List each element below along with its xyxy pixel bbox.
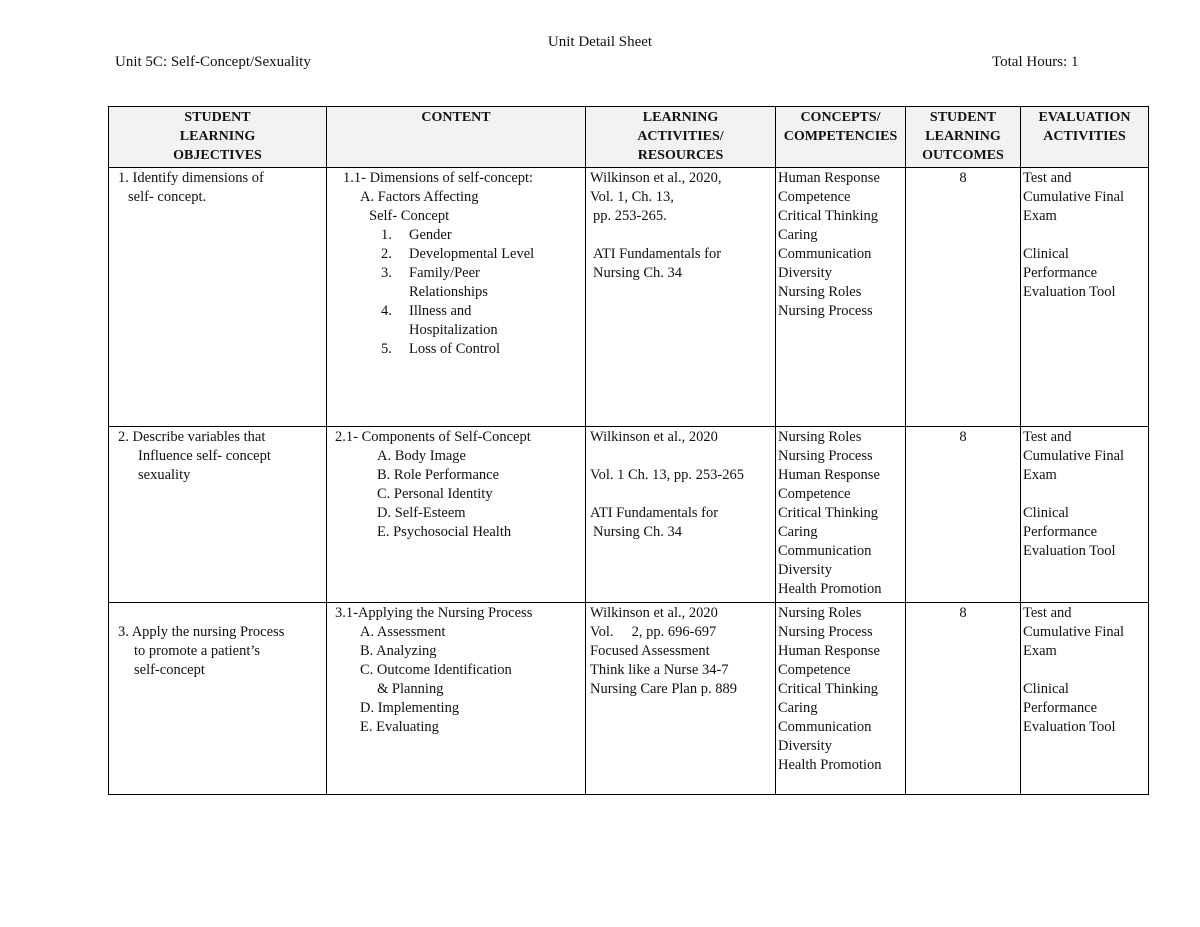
- page-title: Unit Detail Sheet: [547, 34, 653, 50]
- concepts-cell: Nursing Roles Nursing Process Human Response Competence Critical Thinking Caring Communication Diversity Health Promotion: [776, 427, 906, 603]
- evaluation-cell: Test and Cumulative Final Exam Clinical Performance Evaluation Tool: [1021, 168, 1149, 427]
- col-header-content: CONTENT: [327, 107, 586, 168]
- content-cell: 3.1-Applying the Nursing Process A. Assessment B. Analyzing C. Outcome Identification & Planning D. Implementing E. Evaluating: [327, 603, 586, 795]
- table-row: [109, 603, 1149, 795]
- col-header-resources: LEARNING ACTIVITIES/ RESOURCES: [586, 107, 776, 168]
- outcomes-cell: 8: [906, 603, 1021, 795]
- objective-cell: 3. Apply the nursing Process to promote a patient’s self-concept: [109, 603, 327, 795]
- evaluation-cell: Test and Cumulative Final Exam Clinical Performance Evaluation Tool: [1021, 427, 1149, 603]
- table-row: [109, 427, 1149, 603]
- unit-detail-table: [108, 106, 1149, 795]
- resources-cell: Wilkinson et al., 2020, Vol. 1, Ch. 13, pp. 253-265. ATI Fundamentals for Nursing Ch. 34: [586, 168, 776, 427]
- col-header-outcomes: STUDENT LEARNING OUTCOMES: [906, 107, 1021, 168]
- col-header-concepts: CONCEPTS/ COMPETENCIES: [776, 107, 906, 168]
- concepts-cell: Nursing Roles Nursing Process Human Response Competence Critical Thinking Caring Communication Diversity Health Promotion: [776, 603, 906, 795]
- total-hours: Total Hours: 1: [992, 54, 1079, 70]
- table-row: [109, 168, 1149, 427]
- objective-cell: 1. Identify dimensions of self- concept.: [109, 168, 327, 427]
- col-header-objectives: STUDENT LEARNING OBJECTIVES: [109, 107, 327, 168]
- resources-cell: Wilkinson et al., 2020 Vol. 1 Ch. 13, pp. 253-265 ATI Fundamentals for Nursing Ch. 34: [586, 427, 776, 603]
- content-cell: 2.1- Components of Self-Concept A. Body Image B. Role Performance C. Personal Identity D. Self-Esteem E. Psychosocial Health: [327, 427, 586, 603]
- evaluation-cell: Test and Cumulative Final Exam Clinical Performance Evaluation Tool: [1021, 603, 1149, 795]
- unit-label: Unit 5C: Self-Concept/Sexuality: [115, 54, 311, 70]
- outcomes-cell: 8: [906, 427, 1021, 603]
- resources-cell: Wilkinson et al., 2020 Vol. 2, pp. 696-697 Focused Assessment Think like a Nurse 34-7 Nursing Care Plan p. 889: [586, 603, 776, 795]
- objective-cell: 2. Describe variables that Influence self- concept sexuality: [109, 427, 327, 603]
- content-cell: 1.1- Dimensions of self-concept: A. Factors Affecting Self- Concept 1. Gender 2. Developmental Level 3. Family/Peer Relationships 4. Illness and Hospitalization 5. Loss of Control: [327, 168, 586, 427]
- col-header-evaluation: EVALUATION ACTIVITIES: [1021, 107, 1149, 168]
- outcomes-cell: 8: [906, 168, 1021, 427]
- table-header-row: [109, 107, 1149, 168]
- concepts-cell: Human Response Competence Critical Thinking Caring Communication Diversity Nursing Roles Nursing Process: [776, 168, 906, 427]
